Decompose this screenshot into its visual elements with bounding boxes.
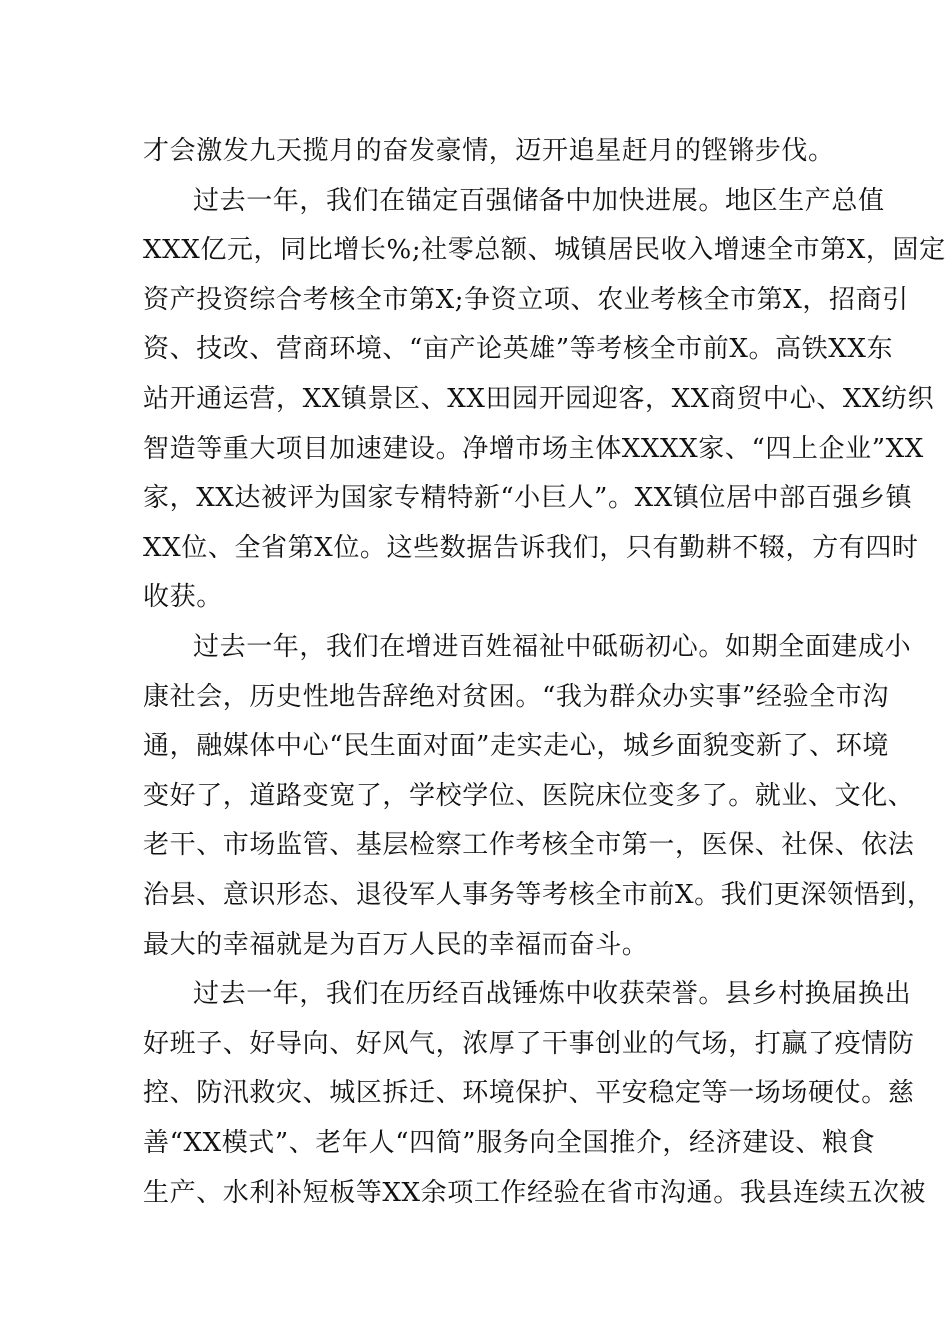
text-line: 生产、水利补短板等XX余项工作经验在省市沟通。我县连续五次被 (143, 1178, 927, 1208)
text-line: 好班子、好导向、好风气，浓厚了干事创业的气场，打赢了疫情防 (143, 1029, 915, 1059)
text-line: 康社会，历史性地告辞绝对贫困。“我为群众办实事”经验全市沟 (143, 682, 889, 712)
paragraph-first-line: 过去一年，我们在锚定百强储备中加快进展。地区生产总值 (193, 186, 885, 216)
text-line: 通，融媒体中心“民生面对面”走实走心，城乡面貌变新了、环境 (143, 731, 889, 761)
text-line: 收获。 (143, 582, 223, 612)
text-line: 资、技改、营商环境、“亩产论英雄”等考核全市前X。高铁XX东 (143, 334, 894, 364)
paragraph-first-line: 过去一年，我们在增进百姓福祉中砥砺初心。如期全面建成小 (193, 632, 912, 662)
paragraph-first-line: 过去一年，我们在历经百战锤炼中收获荣誉。县乡村换届换出 (193, 979, 912, 1009)
text-line: 家，XX达被评为国家专精特新“小巨人”。XX镇位居中部百强乡镇 (143, 483, 913, 513)
text-line: 善“XX模式”、老年人“四简”服务向全国推介，经济建设、粮食 (143, 1128, 876, 1158)
text-line: 治县、意识形态、退役军人事务等考核全市前X。我们更深领悟到， (143, 880, 934, 910)
text-line: XXX亿元，同比增长%;社零总额、城镇居民收入增速全市第X，固定 (143, 235, 946, 265)
text-line: 才会激发九天揽月的奋发豪情，迈开追星赶月的铿锵步伐。 (143, 136, 835, 166)
text-line: 老干、市场监管、基层检察工作考核全市第一，医保、社保、依法 (143, 830, 915, 860)
text-line: 资产投资综合考核全市第X;争资立项、农业考核全市第X，招商引 (143, 285, 909, 315)
text-line: 变好了，道路变宽了，学校学位、医院床位变多了。就业、文化、 (143, 781, 915, 811)
text-line: 智造等重大项目加速建设。净增市场主体XXXX家、“四上企业”XX (143, 434, 924, 464)
text-line: 站开通运营，XX镇景区、XX田园开园迎客，XX商贸中心、XX纺织 (143, 384, 935, 414)
text-line: XX位、全省第X位。这些数据告诉我们，只有勤耕不辍，方有四时 (143, 533, 919, 563)
text-line: 最大的幸福就是为百万人民的幸福而奋斗。 (143, 930, 649, 960)
text-line: 控、防汛救灾、城区拆迁、环境保护、平安稳定等一场场硬仗。慈 (143, 1078, 915, 1108)
